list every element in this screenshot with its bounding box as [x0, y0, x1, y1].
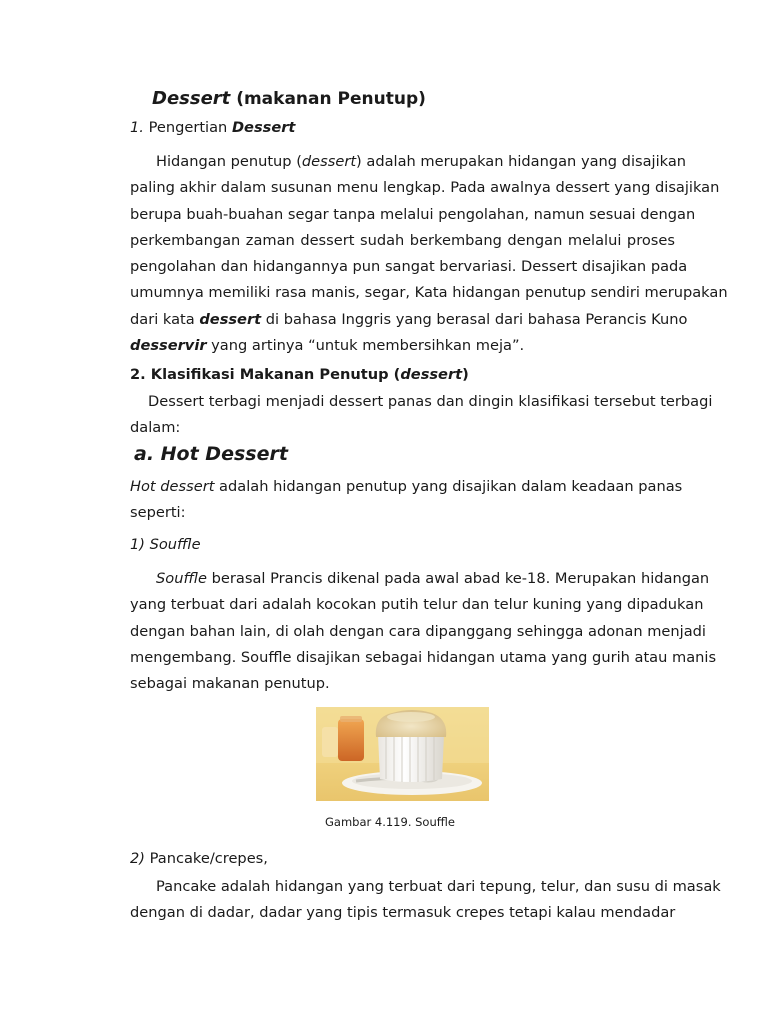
section-2-heading: 2. Klasifikasi Makanan Penutup (dessert)	[130, 366, 469, 383]
figure-caption: Gambar 4.119. Souffle	[325, 815, 455, 829]
paragraph-line: dalam:	[130, 419, 181, 437]
souffle-photo	[316, 707, 489, 801]
title-rest: (makanan Penutup)	[230, 89, 426, 109]
item-2-number: 2)	[130, 850, 145, 867]
paragraph-line: Pancake adalah hidangan yang terbuat dari tepung, telur, dan susu di masak	[156, 878, 721, 895]
paragraph-line: paling akhir dalam susunan menu lengkap. Pada awalnya dessert yang disajikan	[130, 179, 720, 197]
paragraph-line: Hot dessert adalah hidangan penutup yang disajikan dalam keadaan panas	[130, 478, 683, 495]
item-pancake-heading	[130, 850, 268, 867]
section-2-term: dessert	[400, 366, 463, 383]
paragraph-line: Dessert terbagi menjadi dessert panas dan dingin klasifikasi tersebut terbagi	[148, 393, 713, 410]
paragraph-line: umumnya memiliki rasa manis, segar, Kata hidangan penutup sendiri merupakan	[130, 284, 728, 302]
page-title	[152, 88, 426, 109]
section-1-term: Dessert	[231, 119, 296, 136]
section-1-label: Pengertian	[143, 119, 232, 136]
souffle-illustration	[316, 707, 489, 801]
paragraph-line: Souffle berasal Prancis dikenal pada awal abad ke-18. Merupakan hidangan	[156, 570, 710, 587]
paragraph-classification	[130, 389, 713, 442]
paragraph-line: sebagai makanan penutup.	[130, 675, 330, 693]
section-1-number: 1.	[130, 119, 144, 136]
paragraph-line: seperti:	[130, 504, 186, 522]
section-2-label: 2. Klasifikasi Makanan Penutup (	[130, 366, 401, 383]
title-italic: Dessert	[152, 88, 231, 109]
paragraph-line: dengan di dadar, dadar yang tipis termasuk crepes tetapi kalau mendadar	[130, 904, 676, 922]
paragraph-line: desservir yang artinya “untuk membersihkan meja”.	[130, 337, 525, 355]
paragraph-line: yang terbuat dari adalah kocokan putih telur dan telur kuning yang dipadukan	[130, 596, 704, 614]
paragraph-line: berupa buah-buahan segar tanpa melalui pengolahan, namun sesuai dengan	[130, 205, 696, 223]
paragraph-line: perkembangan zaman dessert sudah berkembang dengan melalui proses	[130, 231, 675, 249]
item-2-label: Pancake/crepes,	[144, 850, 268, 867]
paragraph-souffle	[130, 566, 717, 697]
paragraph-line: mengembang. Souffle disajikan sebagai hidangan utama yang gurih atau manis	[130, 648, 717, 666]
paragraph-line: Hidangan penutup (dessert) adalah merupakan hidangan yang disajikan	[156, 153, 687, 170]
paragraph-hot-dessert	[130, 474, 683, 527]
paragraph-line: dari kata dessert di bahasa Inggris yang berasal dari bahasa Perancis Kuno	[130, 310, 688, 328]
section-1-heading	[130, 119, 295, 136]
paragraph-definition	[130, 149, 728, 359]
paragraph-pancake	[130, 874, 721, 927]
paragraph-line: pengolahan dan hidangannya pun sangat bervariasi. Dessert disajikan pada	[130, 258, 688, 276]
paragraph-line: dengan bahan lain, di olah dengan cara dipanggang sehingga adonan menjadi	[130, 622, 706, 640]
subheading-hot-dessert: a. Hot Dessert	[134, 443, 288, 465]
item-souffle-heading: 1) Souffle	[130, 536, 201, 553]
